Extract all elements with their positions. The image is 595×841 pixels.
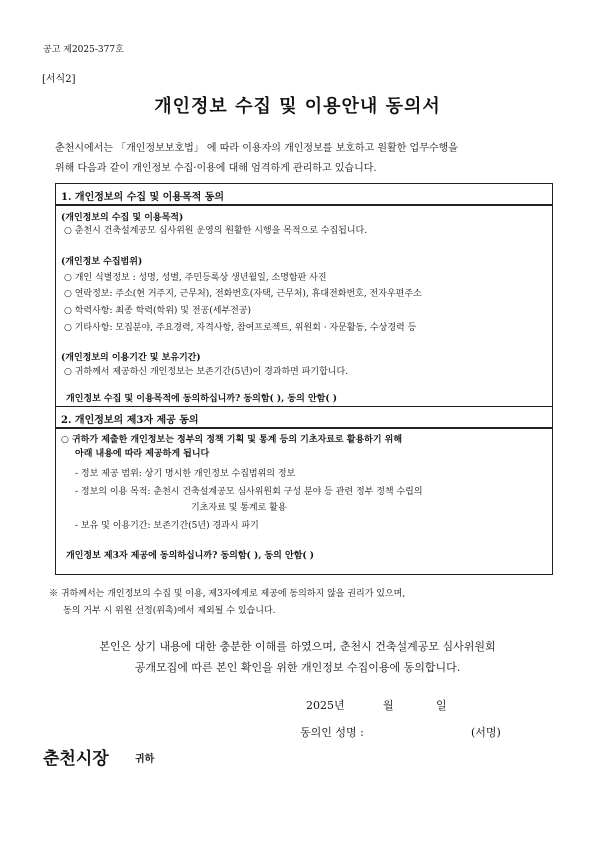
section2-lead-2: 아래 내용에 따라 제공하게 됩니다 [75,449,210,459]
rights-note-2: 동의 거부 시 위원 선정(위촉)에서 제외될 수 있습니다. [63,606,276,616]
declaration-line-2: 공개모집에 따른 본인 확인을 위한 개인정보 수집이용에 동의합니다. [134,661,461,674]
scope-item-3: ○ 학력사항: 최종 학력(학위) 및 전공(세부전공) [64,306,252,316]
consent-box [55,183,553,575]
section2-divider [55,427,553,429]
purpose-heading: (개인정보의 수집 및 이용목적) [61,213,184,223]
date-year: 2025년 [306,699,345,712]
date-month: 월 [383,699,394,712]
scope-item-4: ○ 기타사항: 모집분야, 주요경력, 자격사항, 참여프로젝트, 위원회 · 자문활동, 수상경력 등 [64,323,417,333]
period-item: ○ 귀하께서 제공하신 개인정보는 보존기간(5년)이 경과하면 파기합니다. [64,367,349,377]
scope-heading: (개인정보 수집범위) [61,257,143,267]
scope-item-1: ○ 개인 식별정보 : 성명, 성별, 주민등록상 생년월일, 소명함판 사진 [64,273,327,283]
section2-top-divider [55,406,553,407]
form-label: [서식2] [42,74,76,85]
purpose-item: ○ 춘천시 건축설계공모 심사위원 운영의 원활한 시행을 목적으로 수집됩니다. [64,226,368,236]
notice-number: 공고 제2025-377호 [43,45,124,55]
section1-consent-question: 개인정보 수집 및 이용목적에 동의하십니까? 동의함( ), 동의 안함( ) [66,394,337,404]
declaration-line-1: 본인은 상기 내용에 대한 충분한 이해를 하였으며, 춘천시 건축설계공모 심사위원회 [99,640,496,653]
section2-lead-1: ○ 귀하가 제출한 개인정보는 정부의 정책 기획 및 통계 등의 기초자료로 활용하기 위해 [61,435,403,445]
signature-field[interactable]: (서명) [471,726,501,739]
section2-item-2: - 정보의 이용 목적: 춘천시 건축설계공모 심사위원회 구성 분야 등 관련 정부 정책 수립의 [75,487,423,497]
rights-note-1: ※ 귀하께서는 개인정보의 수집 및 이용, 제3자에게로 제공에 동의하지 않을 권리가 있으며, [49,589,406,599]
intro-line-2: 위해 다음과 같이 개인정보 수집·이용에 대해 엄격하게 관리하고 있습니다. [55,163,377,174]
addressee-name: 춘천시장 [43,749,109,769]
section2-item-1: - 정보 제공 범위: 상기 명시한 개인정보 수집범위의 정보 [75,469,296,479]
period-heading: (개인정보의 이용기간 및 보유기간) [61,353,201,363]
addressee-suffix: 귀하 [135,754,155,765]
section2-consent-question: 개인정보 제3자 제공에 동의하십니까? 동의함( ), 동의 안함( ) [66,551,315,561]
section1-divider [55,204,553,206]
intro-line-1: 춘천시에서는 「개인정보보호법」 에 따라 이용자의 개인정보를 보호하고 원활한 업무수행을 [55,143,458,154]
section1-heading: 1. 개인정보의 수집 및 이용목적 동의 [61,192,225,203]
date-day: 일 [436,699,447,712]
section2-heading: 2. 개인정보의 제3자 제공 동의 [61,415,199,426]
page-title: 개인정보 수집 및 이용안내 동의서 [154,96,441,117]
signer-label: 동의인 성명 : [300,726,364,739]
section2-item-3: - 보유 및 이용기간: 보존기간(5년) 경과시 파기 [75,521,259,531]
scope-item-2: ○ 연락정보: 주소(현 거주지, 근무처), 전화번호(자택, 근무처), 휴대전화번호, 전자우편주소 [64,289,422,299]
section2-item-2-cont: 기초자료 및 통계로 활용 [191,503,287,513]
